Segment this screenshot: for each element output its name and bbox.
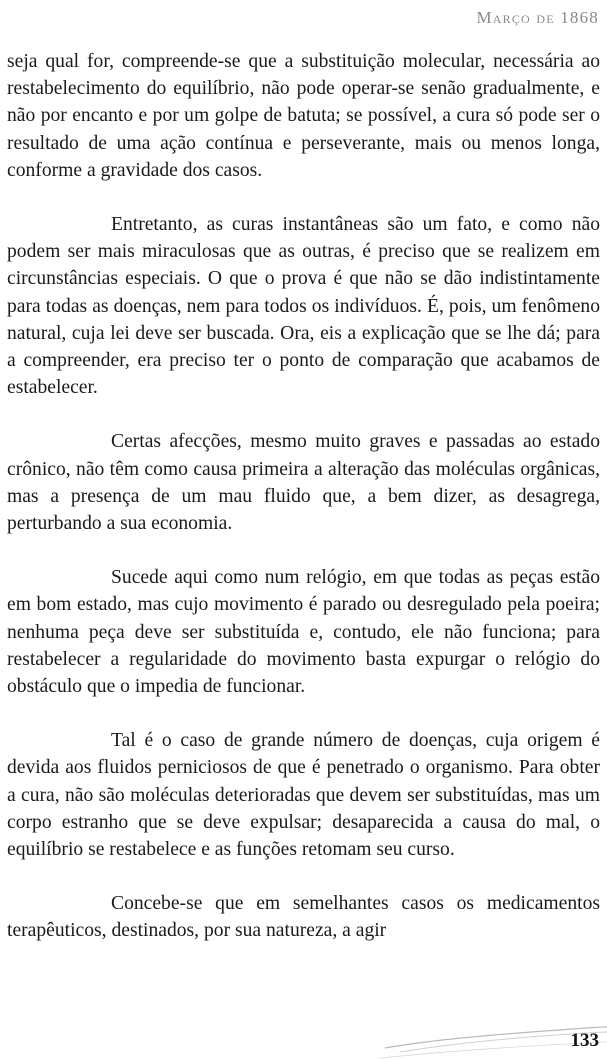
page-body [7, 48, 600, 945]
running-head: Março de 1868 [476, 8, 599, 27]
paragraph-6: Concebe-se que em semelhantes casos os medicamentos terapêuticos, destinados, por sua natureza, a agir [7, 893, 600, 942]
paragraph-4: Sucede aqui como num relógio, em que todas as peças estão em bom estado, mas cujo movimento é parado ou desregulado pela poeira; nenhuma peça deve ser substituída e, contudo, ele não funciona; para restabelecer a regularidade do movimento basta expurgar o relógio do obstáculo que o impedia de funcionar. [7, 567, 600, 698]
paragraph-3: Certas afecções, mesmo muito graves e passadas ao estado crônico, não têm como causa primeira a alteração das moléculas orgânicas, mas a presença de um mau fluido que, a bem dizer, as desagrega, perturbando a sua economia. [7, 431, 600, 535]
paragraph-5: Tal é o caso de grande número de doenças, cuja origem é devida aos fluidos perniciosos de que é penetrado o organismo. Para obter a cura, não são moléculas deterioradas que devem ser substituídas, mas um corpo estranho que se deve expulsar; desaparecida a causa do mal, o equilíbrio se restabelece e as funções retomam seu curso. [7, 730, 600, 861]
footer-swoosh-ornament [0, 1000, 607, 1060]
paragraph-1: seja qual for, compreende-se que a substituição molecular, necessária ao restabelecimento do equilíbrio, não pode operar-se senão gradualmente, e não por encanto e por um golpe de batuta; se possível, a cura só pode ser o resultado de uma ação contínua e perseverante, mais ou menos longa, conforme a gravidade dos casos. [7, 51, 600, 181]
paragraph-2: Entretanto, as curas instantâneas são um fato, e como não podem ser mais miraculosas que as outras, é preciso que se realizem em circunstâncias especiais. O que o prova é que não se dão indistintamente para todas as doenças, nem para todos os indivíduos. É, pois, um fenômeno natural, cuja lei deve ser buscada. Ora, eis a explicação que se lhe dá; para a compreender, era preciso ter o ponto de comparação que acabamos de estabelecer. [7, 214, 600, 399]
page-number: 133 [570, 1030, 599, 1051]
